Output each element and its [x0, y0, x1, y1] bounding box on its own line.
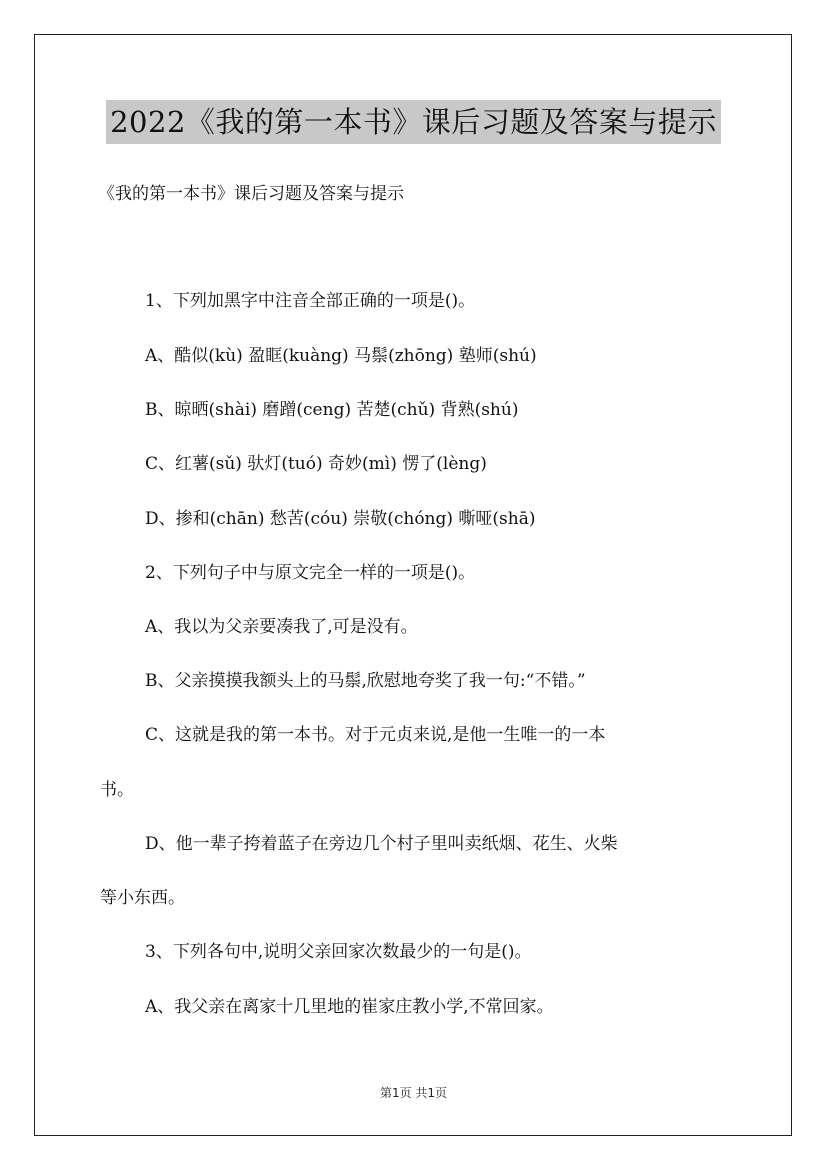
- question-3: 3、下列各句中,说明父亲回家次数最少的一句是()。: [145, 942, 532, 962]
- option-3a: A、我父亲在离家十几里地的崔家庄教小学,不常回家。: [145, 997, 554, 1017]
- option-2c-continued: 书。: [100, 780, 134, 800]
- page-footer: 第1页 共1页: [379, 1086, 448, 1100]
- option-2a: A、我以为父亲要凑我了,可是没有。: [145, 617, 418, 637]
- option-2c: C、这就是我的第一本书。对于元贞来说,是他一生唯一的一本: [145, 725, 606, 745]
- title-container: [0, 100, 827, 144]
- option-2b: B、父亲摸摸我额头上的马鬃,欣慰地夸奖了我一句:“不错。”: [145, 671, 586, 691]
- question-1: 1、下列加黑字中注音全部正确的一项是()。: [145, 291, 476, 311]
- document-title: 2022《我的第一本书》课后习题及答案与提示: [106, 100, 721, 144]
- question-2: 2、下列句子中与原文完全一样的一项是()。: [145, 563, 476, 583]
- option-2d: D、他一辈子挎着蓝子在旁边几个村子里叫卖纸烟、花生、火柴: [145, 834, 618, 854]
- document-subtitle: 《我的第一本书》课后习题及答案与提示: [98, 184, 404, 204]
- option-2d-continued: 等小东西。: [100, 888, 185, 908]
- option-1b: B、晾晒(shài) 磨蹭(ceng) 苦楚(chǔ) 背熟(shú): [145, 400, 519, 420]
- option-1d: D、掺和(chān) 愁苦(cóu) 崇敬(chóng) 嘶哑(shā): [145, 509, 536, 529]
- option-1a: A、酷似(kù) 盈眶(kuàng) 马鬃(zhōng) 塾师(shú): [145, 346, 537, 366]
- option-1c: C、红薯(sǔ) 驮灯(tuó) 奇妙(mì) 愣了(lèng): [145, 454, 487, 474]
